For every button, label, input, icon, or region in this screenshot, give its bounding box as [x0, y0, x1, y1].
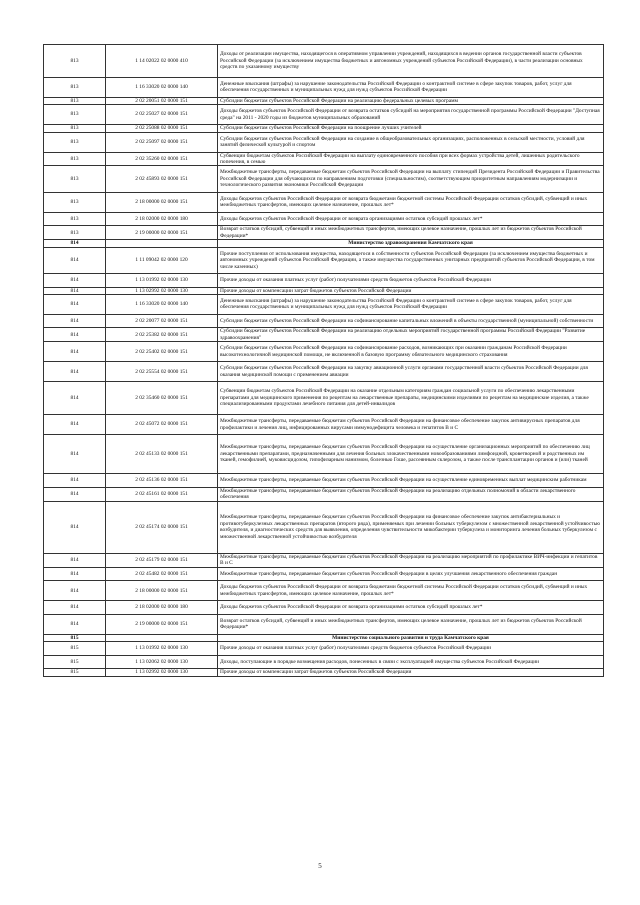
description-cell: Межбюджетные трансферты, передаваемые бюджетам субъектов Российской Федерации на финансовое обеспечение закупок антивирусных препаратов для профилактики и лечения лиц, инфицированных вирусами иммунодефицита человека и гепатитов B и C [218, 415, 604, 435]
revenue-code-cell: 2 02 25402 02 0000 151 [106, 342, 218, 362]
description-cell: Прочие поступления от использования имущества, находящегося в собственности субъектов Российской Федерации (за исключением имущества бюджетных и автономных учреждений субъектов Российской Федерации, а также имущества государственных унитарных предприятий субъектов Российской Федерации, в том числе казенных) [218, 247, 604, 273]
revenue-code-cell: 1 13 02992 02 0000 130 [106, 287, 218, 294]
admin-code-cell: 814 [44, 614, 106, 634]
revenue-code-cell: 2 02 20051 02 0000 151 [106, 97, 218, 104]
admin-code-cell: 815 [44, 642, 106, 656]
revenue-code-cell: 2 02 25088 02 0000 151 [106, 125, 218, 132]
admin-code-cell: 814 [44, 247, 106, 273]
admin-code-cell: 813 [44, 77, 106, 97]
table-row [44, 342, 604, 362]
ministry-name-cell: Министерство социального развития и труда Камчатского края [218, 634, 604, 641]
admin-code-cell: 814 [44, 415, 106, 435]
table-row [44, 642, 604, 656]
table-row [44, 192, 604, 212]
description-cell: Доходы бюджетов субъектов Российской Федерации от возврата остатков субсидий на мероприятия государственной программы Российской Федерации "Доступная среда" на 2011 - 2020 годы из бюджетов муниципальных образований [218, 105, 604, 125]
section-heading-row [44, 240, 604, 247]
admin-code-cell: 813 [44, 192, 106, 212]
description-cell: Межбюджетные трансферты, передаваемые бюджетам субъектов Российской Федерации на выплату стипендий Президента Российской Федерации и Правительства Российской Федерации для обучающихся по направлениям подготовки (специальностям), соответствующим приоритетным направлениям модернизации и технологического развития экономики Российской Федерации [218, 166, 604, 192]
table-row [44, 105, 604, 125]
description-cell: Субсидии бюджетам субъектов Российской Федерации на закупку авиационной услуги органами государственной власти субъектов Российской Федерации для оказания медицинской помощи с применением авиации [218, 362, 604, 382]
revenue-code-cell: 2 02 45136 02 0000 151 [106, 474, 218, 488]
description-cell: Субсидии бюджетам субъектов Российской Федерации на реализацию федеральных целевых программ [218, 97, 604, 104]
revenue-code-cell: 2 18 00000 02 0000 151 [106, 192, 218, 212]
revenue-code-cell: 1 13 02062 02 0000 130 [106, 655, 218, 669]
description-cell: Межбюджетные трансферты, передаваемые бюджетам субъектов Российской Федерации на реализацию мероприятий по профилактике ВИЧ-инфекции и гепатитов B и C [218, 553, 604, 567]
description-cell: Межбюджетные трансферты, передаваемые бюджетам субъектов Российской Федерации на финансовое обеспечение закупок антибактериальных и противотуберкулезных лекарственных препаратов (второго ряда), применяемых при лечении больных туберкулезом с множественной лекарственной устойчивостью возбудителя, и диагностических средств для выявления, определения чувствительности микобактерии туберкулеза и мониторинга лечения больных туберкулезом с множественной лекарственной устойчивостью возбудителя [218, 501, 604, 553]
revenue-code-cell: 1 13 02992 02 0000 130 [106, 669, 218, 676]
revenue-code-cell: 2 02 25382 02 0000 151 [106, 328, 218, 342]
revenue-code-cell: 1 16 33020 02 0000 140 [106, 295, 218, 315]
description-cell: Субвенции бюджетам субъектов Российской Федерации на оказание отдельным категориям граждан социальной услуги по обеспечению лекарственными препаратами для медицинского применения по рецептам на лекарственные препараты, медицинскими изделиями по рецептам на медицинские изделия, а также специализированными продуктами лечебного питания для детей-инвалидов [218, 382, 604, 415]
table-row [44, 415, 604, 435]
admin-code-cell: 814 [44, 487, 106, 501]
description-cell: Межбюджетные трансферты, передаваемые бюджетам субъектов Российской Федерации на осуществление организационных мероприятий по обеспечению лиц лекарственными препаратами, предназначенными для лечения больных злокачественными новообразованиями лимфоидной, кроветворной и родственных им тканей, гемофилией, муковисцидозом, гипофизарным нанизмом, болезнью Гоше, рассеянным склерозом, а также после трансплантации органов и (или) тканей [218, 435, 604, 474]
table-row [44, 97, 604, 104]
admin-code-cell: 814 [44, 567, 106, 581]
admin-code-cell: 813 [44, 132, 106, 152]
admin-code-cell: 814 [44, 328, 106, 342]
revenue-code-cell: 2 02 45482 02 0000 151 [106, 567, 218, 581]
revenue-code-cell: 2 02 35460 02 0000 151 [106, 382, 218, 415]
table-row [44, 501, 604, 553]
table-row [44, 581, 604, 601]
admin-code-cell: 814 [44, 581, 106, 601]
admin-code-cell: 813 [44, 212, 106, 226]
admin-code-cell: 814 [44, 314, 106, 328]
description-cell: Субсидии бюджетам субъектов Российской Федерации на софинансирование капитальных вложений в объекты государственной (муниципальной) собственности [218, 314, 604, 328]
revenue-code-cell: 2 02 45161 02 0000 151 [106, 487, 218, 501]
page-number: 5 [318, 862, 322, 870]
admin-code-cell: 814 [44, 501, 106, 553]
description-cell: Доходы бюджетов субъектов Российской Федерации от возврата бюджетами бюджетной системы Российской Федерации остатков субсидий, субвенций и иных межбюджетных трансфертов, имеющих целевое назначение, прошлых лет* [218, 192, 604, 212]
table-row [44, 274, 604, 288]
revenue-code-cell: 1 14 02022 02 0000 410 [106, 45, 218, 78]
admin-code-cell: 813 [44, 152, 106, 166]
description-cell: Межбюджетные трансферты, передаваемые бюджетам субъектов Российской Федерации в целях улучшения лекарственного обеспечения граждан [218, 567, 604, 581]
table-row [44, 614, 604, 634]
table-row [44, 362, 604, 382]
description-cell: Прочие доходы от оказания платных услуг (работ) получателями средств бюджетов субъектов Российской Федерации [218, 274, 604, 288]
revenue-code-cell [106, 634, 218, 641]
description-cell: Доходы от реализации имущества, находящегося в оперативном управлении учреждений, находящихся в ведении органов государственной власти субъектов Российской Федерации (за исключением имущества бюджетных и автономных учреждений субъектов Российской Федерации), в части реализации основных средств по указанному имуществу [218, 45, 604, 78]
table-row [44, 669, 604, 676]
admin-code-cell: 814 [44, 362, 106, 382]
admin-code-cell: 815 [44, 634, 106, 641]
description-cell: Доходы бюджетов субъектов Российской Федерации от возврата бюджетами бюджетной системы Российской Федерации остатков субсидий, субвенций и иных межбюджетных трансфертов, имеющих целевое назначение, прошлых лет* [218, 581, 604, 601]
table-row [44, 287, 604, 294]
table-row [44, 125, 604, 132]
admin-code-cell: 814 [44, 287, 106, 294]
revenue-code-cell: 2 02 20077 02 0000 151 [106, 314, 218, 328]
table-row [44, 553, 604, 567]
table-row [44, 166, 604, 192]
table-body [44, 45, 604, 677]
admin-code-cell: 813 [44, 226, 106, 240]
revenue-code-cell: 2 18 00000 02 0000 151 [106, 581, 218, 601]
table-row [44, 132, 604, 152]
description-cell: Прочие доходы от оказания платных услуг (работ) получателями средств бюджетов субъектов Российской Федерации [218, 642, 604, 656]
description-cell: Доходы бюджетов субъектов Российской Федерации от возврата организациями остатков субсидий прошлых лет* [218, 212, 604, 226]
description-cell: Доходы бюджетов субъектов Российской Федерации от возврата организациями остатков субсидий прошлых лет* [218, 601, 604, 615]
description-cell: Субсидии бюджетам субъектов Российской Федерации на реализацию отдельных мероприятий государственной программы Российской Федерации "Развитие здравоохранения" [218, 328, 604, 342]
revenue-code-cell: 2 02 25554 02 0000 151 [106, 362, 218, 382]
table-row [44, 45, 604, 78]
description-cell: Субсидии бюджетам субъектов Российской Федерации на софинансирование расходов, возникающих при оказании гражданам Российской Федерации высокотехнологичной медицинской помощи, не включенной в базовую программу обязательного медицинского страхования [218, 342, 604, 362]
revenue-code-cell: 2 18 02000 02 0000 180 [106, 212, 218, 226]
admin-code-cell: 813 [44, 125, 106, 132]
table-row [44, 295, 604, 315]
description-cell: Межбюджетные трансферты, передаваемые бюджетам субъектов Российской Федерации на осуществление единовременных выплат медицинским работникам [218, 474, 604, 488]
revenue-code-cell: 2 02 35260 02 0000 151 [106, 152, 218, 166]
table-row [44, 247, 604, 273]
admin-code-cell: 814 [44, 474, 106, 488]
description-cell: Денежные взыскания (штрафы) за нарушение законодательства Российской Федерации о контрактной системе в сфере закупок товаров, работ, услуг для обеспечения государственных и муниципальных нужд для нужд субъектов Российской Федерации [218, 295, 604, 315]
revenue-code-cell: 2 19 00000 02 0000 151 [106, 226, 218, 240]
table-row [44, 655, 604, 669]
admin-code-cell: 814 [44, 295, 106, 315]
revenue-code-cell: 1 11 09042 02 0000 120 [106, 247, 218, 273]
admin-code-cell: 813 [44, 166, 106, 192]
table-row [44, 601, 604, 615]
admin-code-cell: 813 [44, 97, 106, 104]
revenue-code-cell: 2 18 02000 02 0000 180 [106, 601, 218, 615]
admin-code-cell: 815 [44, 669, 106, 676]
description-cell: Прочие доходы от компенсации затрат бюджетов субъектов Российской Федерации [218, 669, 604, 676]
description-cell: Субвенции бюджетам субъектов Российской Федерации на выплату единовременного пособия при всех формах устройства детей, лишенных родительского попечения, в семью [218, 152, 604, 166]
revenue-code-cell [106, 240, 218, 247]
table-row [44, 435, 604, 474]
admin-code-cell: 814 [44, 435, 106, 474]
admin-code-cell: 814 [44, 382, 106, 415]
revenue-code-cell: 2 02 45179 02 0000 151 [106, 553, 218, 567]
revenue-table-sheet [43, 44, 603, 677]
revenue-code-cell: 2 02 25027 02 0000 151 [106, 105, 218, 125]
table-row [44, 212, 604, 226]
ministry-name-cell: Министерство здравоохранения Камчатского края [218, 240, 604, 247]
section-heading-row [44, 634, 604, 641]
table-row [44, 152, 604, 166]
revenue-code-cell: 1 13 01992 02 0000 130 [106, 274, 218, 288]
revenue-code-cell: 1 16 33020 02 0000 140 [106, 77, 218, 97]
admin-code-cell: 814 [44, 240, 106, 247]
admin-code-cell: 813 [44, 105, 106, 125]
description-cell: Межбюджетные трансферты, передаваемые бюджетам субъектов Российской Федерации на реализацию отдельных полномочий в области лекарственного обеспечения [218, 487, 604, 501]
table-row [44, 328, 604, 342]
description-cell: Субсидии бюджетам субъектов Российской Федерации на поощрение лучших учителей [218, 125, 604, 132]
admin-code-cell: 814 [44, 342, 106, 362]
table-row [44, 77, 604, 97]
revenue-code-cell: 2 02 25097 02 0000 151 [106, 132, 218, 152]
table-row [44, 567, 604, 581]
revenue-code-cell: 2 19 00000 02 0000 151 [106, 614, 218, 634]
table-row [44, 474, 604, 488]
description-cell: Субсидии бюджетам субъектов Российской Федерации на создание в общеобразовательных организациях, расположенных в сельской местности, условий для занятий физической культурой и спортом [218, 132, 604, 152]
admin-code-cell: 814 [44, 601, 106, 615]
revenue-codes-table [43, 44, 604, 677]
admin-code-cell: 814 [44, 274, 106, 288]
revenue-code-cell: 2 02 45893 02 0000 151 [106, 166, 218, 192]
description-cell: Денежные взыскания (штрафы) за нарушение законодательства Российской Федерации о контрактной системе в сфере закупок товаров, работ, услуг для обеспечения государственных и муниципальных нужд для нужд субъектов Российской Федерации [218, 77, 604, 97]
admin-code-cell: 815 [44, 655, 106, 669]
admin-code-cell: 814 [44, 553, 106, 567]
description-cell: Доходы, поступающие в порядке возмещения расходов, понесенных в связи с эксплуатацией имущества субъектов Российской Федерации [218, 655, 604, 669]
table-row [44, 487, 604, 501]
description-cell: Возврат остатков субсидий, субвенций и иных межбюджетных трансфертов, имеющих целевое назначение, прошлых лет из бюджетов субъектов Российской Федерации* [218, 614, 604, 634]
table-row [44, 314, 604, 328]
revenue-code-cell: 2 02 45174 02 0000 151 [106, 501, 218, 553]
revenue-code-cell: 2 02 45072 02 0000 151 [106, 415, 218, 435]
admin-code-cell: 813 [44, 45, 106, 78]
revenue-code-cell: 1 13 01992 02 0000 130 [106, 642, 218, 656]
table-row [44, 382, 604, 415]
description-cell: Прочие доходы от компенсации затрат бюджетов субъектов Российской Федерации [218, 287, 604, 294]
table-row [44, 226, 604, 240]
description-cell: Возврат остатков субсидий, субвенций и иных межбюджетных трансфертов, имеющих целевое назначение, прошлых лет из бюджетов субъектов Российской Федерации* [218, 226, 604, 240]
revenue-code-cell: 2 02 45133 02 0000 151 [106, 435, 218, 474]
